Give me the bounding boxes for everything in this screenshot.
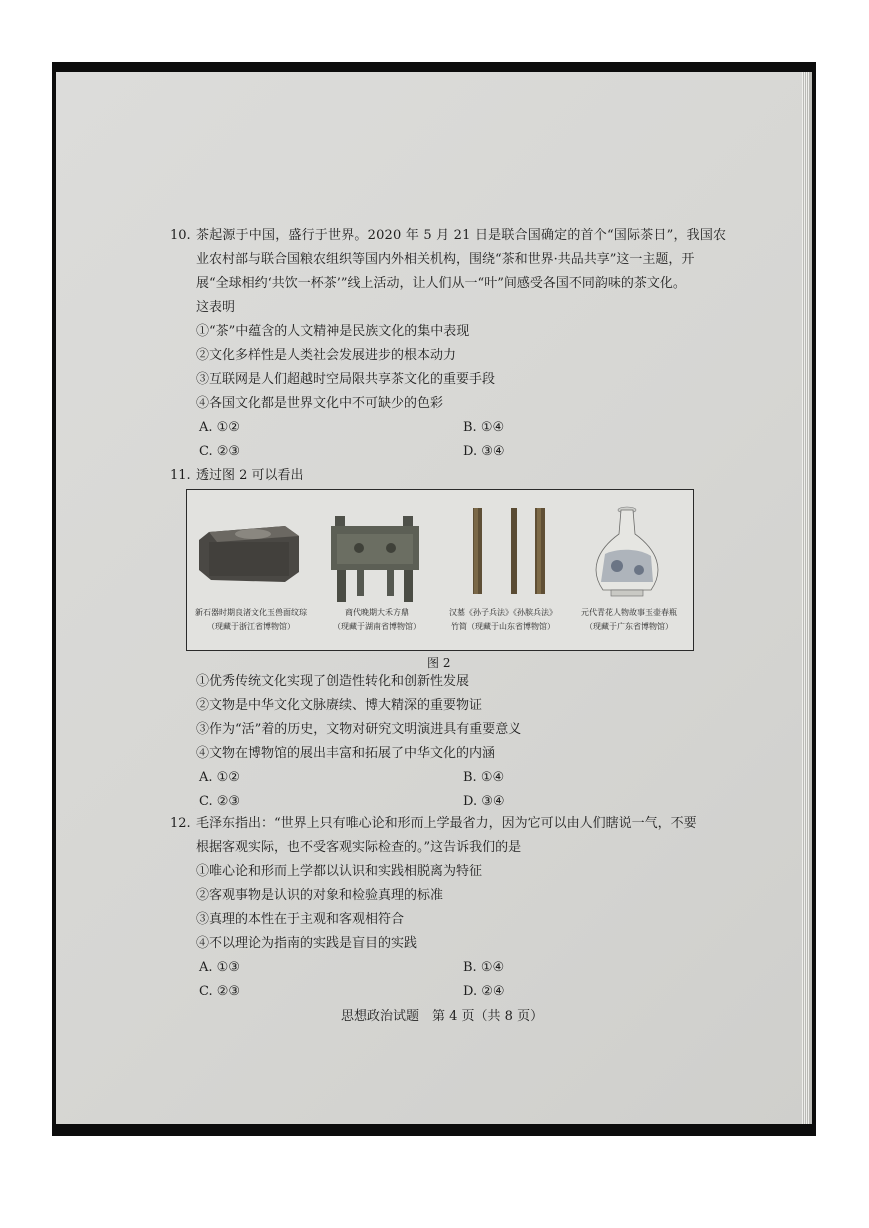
option-d: D. ③④ [463,444,505,459]
caption-porcelain-vase [567,606,691,634]
caption-bronze-ding [315,606,439,634]
statement-2: ②文化多样性是人类社会发展进步的根本动力 [196,348,457,363]
statement-4: ④不以理论为指南的实践是盲目的实践 [196,936,418,951]
question-number: 12. [170,816,191,831]
statement-1: ①唯心论和形而上学都以认识和实践相脱离为特征 [196,864,483,879]
caption-jade-cong [189,606,313,634]
figure-label: 图 2 [427,656,451,670]
caption-bamboo-slips [441,606,565,634]
statement-1: ①“茶”中蕴含的人文精神是民族文化的集中表现 [196,324,470,339]
paper-stack-edge [802,72,810,1124]
question-stem-line: 根据客观实际，也不受客观实际检查的。”这告诉我们的是 [196,840,522,855]
jade-cong-image [199,526,299,582]
bamboo-slips-image [473,508,545,594]
caption-line: （现藏于湖南省博物馆） [333,622,421,631]
statement-4: ④文物在博物馆的展出丰富和拓展了中华文化的内涵 [196,746,496,761]
option-b: B. ①④ [463,770,505,785]
question-stem-line: 展“全球相约‘共饮一杯茶’”线上活动，让人们从一“叶”间感受各国不同韵味的茶文化。 [196,276,686,291]
caption-line: （现藏于浙江省博物馆） [207,622,295,631]
option-c: C. ②③ [199,444,241,459]
statement-3: ③作为“活”着的历史，文物对研究文明演进具有重要意义 [196,722,522,737]
option-b: B. ①④ [463,960,505,975]
question-number: 11. [170,468,191,483]
statement-4: ④各国文化都是世界文化中不可缺少的色彩 [196,396,444,411]
caption-line: 新石器时期良渚文化玉兽面纹琮 [195,608,307,617]
question-stem-line: 这表明 [196,300,236,315]
caption-line: （现藏于广东省博物馆） [585,622,673,631]
statement-2: ②客观事物是认识的对象和检验真理的标准 [196,888,444,903]
bronze-ding-image [331,516,419,602]
question-stem-line: 茶起源于中国，盛行于世界。2020 年 5 月 21 日是联合国确定的首个“国际茶日”，我国农 [196,228,727,243]
artifact-figure [186,489,694,651]
caption-line: 商代晚期大禾方鼎 [345,608,409,617]
statement-3: ③互联网是人们超越时空局限共享茶文化的重要手段 [196,372,496,387]
option-a: A. ①② [199,770,240,785]
question-stem-line: 毛泽东指出：“世界上只有唯心论和形而上学最省力，因为它可以由人们瞎说一气，不要 [196,816,697,831]
question-stem-line: 业农村部与联合国粮农组织等国内外相关机构，围绕“茶和世界·共品共享”这一主题，开 [196,252,695,267]
statement-2: ②文物是中华文化文脉赓续、博大精深的重要物证 [196,698,483,713]
caption-line: 竹简（现藏于山东省博物馆） [451,622,555,631]
porcelain-vase-image [596,507,658,596]
option-c: C. ②③ [199,984,241,999]
option-d: D. ③④ [463,794,505,809]
question-stem-line: 透过图 2 可以看出 [196,468,304,483]
caption-line: 汉墓《孙子兵法》《孙膑兵法》 [449,608,557,617]
option-c: C. ②③ [199,794,241,809]
question-number: 10. [170,228,191,243]
caption-line: 元代青花人物故事玉壶春瓶 [581,608,677,617]
statement-1: ①优秀传统文化实现了创造性转化和创新性发展 [196,674,470,689]
statement-3: ③真理的本性在于主观和客观相符合 [196,912,405,927]
option-d: D. ②④ [463,984,505,999]
option-a: A. ①② [199,420,240,435]
option-a: A. ①③ [199,960,240,975]
option-b: B. ①④ [463,420,505,435]
page-footer: 思想政治试题 第 4 页（共 8 页） [341,1009,544,1024]
